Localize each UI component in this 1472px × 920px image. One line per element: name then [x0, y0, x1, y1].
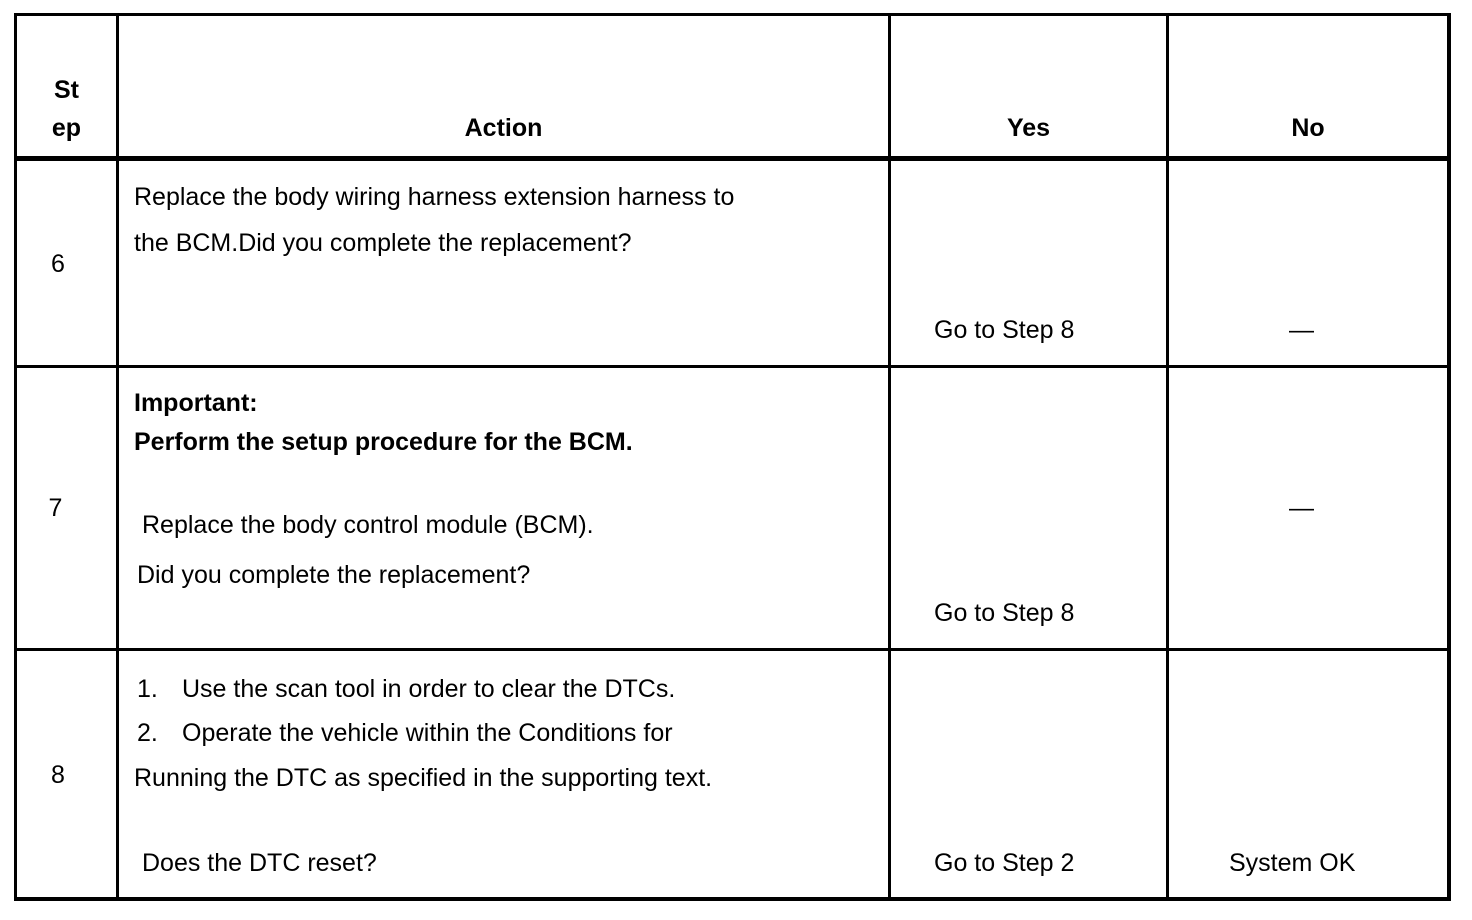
column-divider [888, 13, 891, 901]
step-number: 8 [51, 761, 65, 789]
list-item-number: 1. [137, 675, 158, 703]
important-text: Perform the setup procedure for the BCM. [134, 428, 633, 456]
header-step-line2: ep [51, 114, 82, 142]
step-number: 6 [51, 250, 65, 278]
column-divider [116, 13, 119, 901]
header-action: Action [464, 114, 543, 142]
yes-result: Go to Step 2 [934, 849, 1075, 877]
row-divider [14, 365, 1451, 368]
action-text: Did you complete the replacement? [137, 561, 531, 589]
table-right-border [1447, 13, 1451, 901]
action-question: Does the DTC reset? [142, 849, 377, 877]
action-text: Replace the body control module (BCM). [142, 511, 594, 539]
header-bottom-border [14, 156, 1451, 161]
table-top-border [14, 13, 1451, 16]
list-item-continuation: Running the DTC as specified in the supporting text. [134, 764, 713, 792]
table-bottom-border [14, 897, 1451, 901]
row-divider [14, 648, 1451, 651]
no-result: — [1289, 316, 1314, 344]
header-yes: Yes [1006, 114, 1051, 142]
list-item-text: Use the scan tool in order to clear the DTCs. [182, 675, 676, 703]
column-divider [1166, 13, 1169, 901]
no-result: — [1289, 494, 1314, 522]
list-item-number: 2. [137, 719, 158, 747]
step-number: 7 [48, 494, 63, 522]
header-no: No [1291, 114, 1325, 142]
yes-result: Go to Step 8 [934, 316, 1075, 344]
action-text: the BCM.Did you complete the replacement? [134, 229, 632, 257]
list-item-text: Operate the vehicle within the Conditions for [182, 719, 673, 747]
action-text: Replace the body wiring harness extension harness to [134, 183, 735, 211]
important-label: Important: [134, 389, 258, 417]
no-result: System OK [1229, 849, 1356, 877]
header-step-line1: St [54, 76, 79, 104]
yes-result: Go to Step 8 [934, 599, 1075, 627]
